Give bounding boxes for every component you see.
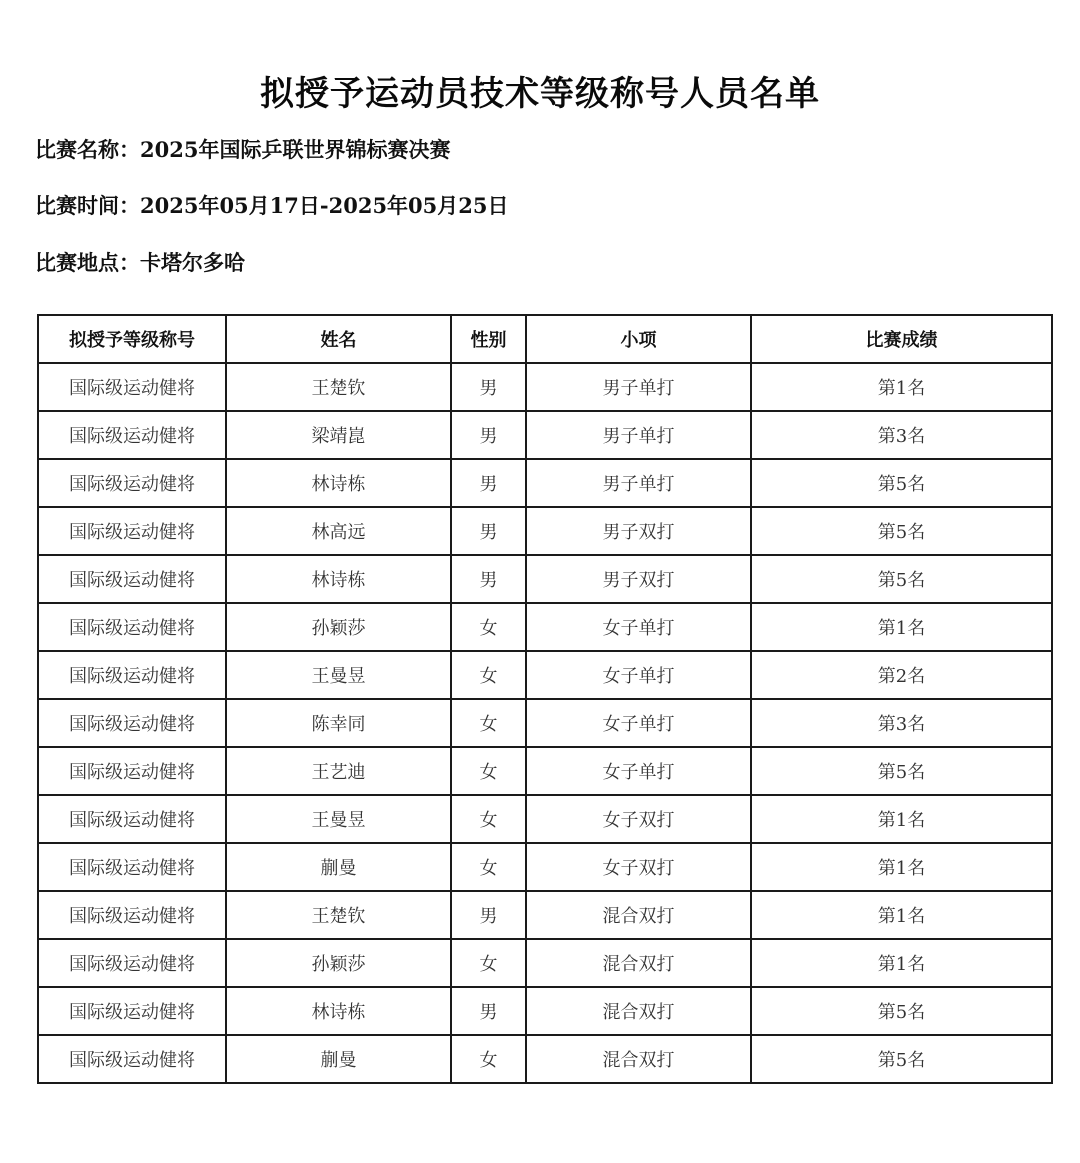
cell-grade-title: 国际级运动健将 (38, 1035, 226, 1083)
cell-event: 男子双打 (526, 555, 751, 603)
cell-grade-title: 国际级运动健将 (38, 363, 226, 411)
competition-time-value: 2025年05月17日-2025年05月25日 (140, 193, 509, 218)
cell-event: 男子单打 (526, 411, 751, 459)
cell-name: 蒯曼 (226, 1035, 451, 1083)
cell-event: 女子单打 (526, 699, 751, 747)
cell-event: 女子单打 (526, 651, 751, 699)
cell-name: 王艺迪 (226, 747, 451, 795)
cell-grade-title: 国际级运动健将 (38, 555, 226, 603)
header-result: 比赛成绩 (751, 315, 1052, 363)
cell-result: 第1名 (751, 795, 1052, 843)
competition-place-value: 卡塔尔多哈 (140, 250, 245, 275)
page-title: 拟授予运动员技术等级称号人员名单 (260, 74, 820, 114)
table-row (38, 939, 1052, 987)
cell-name: 陈幸同 (226, 699, 451, 747)
cell-result: 第1名 (751, 843, 1052, 891)
table-row (38, 747, 1052, 795)
cell-name: 王楚钦 (226, 363, 451, 411)
header-gender: 性别 (451, 315, 526, 363)
cell-name: 孙颖莎 (226, 939, 451, 987)
cell-name: 林诗栋 (226, 987, 451, 1035)
competition-name-line (35, 134, 450, 164)
cell-result: 第1名 (751, 363, 1052, 411)
cell-event: 女子双打 (526, 795, 751, 843)
cell-event: 女子双打 (526, 843, 751, 891)
cell-grade-title: 国际级运动健将 (38, 795, 226, 843)
cell-result: 第5名 (751, 747, 1052, 795)
table-row (38, 411, 1052, 459)
competition-name-value: 2025年国际乒联世界锦标赛决赛 (140, 137, 451, 162)
cell-grade-title: 国际级运动健将 (38, 939, 226, 987)
cell-event: 混合双打 (526, 939, 751, 987)
table-row (38, 363, 1052, 411)
cell-event: 男子双打 (526, 507, 751, 555)
table-row (38, 891, 1052, 939)
table-row (38, 795, 1052, 843)
cell-name: 王楚钦 (226, 891, 451, 939)
cell-gender: 女 (451, 603, 526, 651)
table-row (38, 651, 1052, 699)
cell-result: 第2名 (751, 651, 1052, 699)
header-name: 姓名 (226, 315, 451, 363)
cell-gender: 女 (451, 699, 526, 747)
cell-grade-title: 国际级运动健将 (38, 747, 226, 795)
cell-name: 林高远 (226, 507, 451, 555)
competition-time-label: 比赛时间： (35, 194, 140, 218)
table-row (38, 843, 1052, 891)
cell-gender: 女 (451, 747, 526, 795)
cell-gender: 男 (451, 555, 526, 603)
table-body (38, 363, 1052, 1083)
cell-gender: 女 (451, 843, 526, 891)
cell-result: 第5名 (751, 987, 1052, 1035)
table-row (38, 507, 1052, 555)
table-row (38, 1035, 1052, 1083)
cell-name: 林诗栋 (226, 555, 451, 603)
cell-event: 混合双打 (526, 1035, 751, 1083)
table-row (38, 603, 1052, 651)
cell-event: 女子单打 (526, 747, 751, 795)
table-row (38, 459, 1052, 507)
cell-grade-title: 国际级运动健将 (38, 843, 226, 891)
cell-result: 第5名 (751, 555, 1052, 603)
cell-result: 第1名 (751, 603, 1052, 651)
cell-gender: 女 (451, 1035, 526, 1083)
cell-grade-title: 国际级运动健将 (38, 411, 226, 459)
cell-event: 男子单打 (526, 363, 751, 411)
header-event: 小项 (526, 315, 751, 363)
cell-grade-title: 国际级运动健将 (38, 651, 226, 699)
competition-time-line (35, 190, 509, 220)
cell-gender: 女 (451, 939, 526, 987)
cell-event: 男子单打 (526, 459, 751, 507)
cell-gender: 男 (451, 363, 526, 411)
cell-name: 梁靖崑 (226, 411, 451, 459)
cell-grade-title: 国际级运动健将 (38, 699, 226, 747)
table-header-row (38, 315, 1052, 363)
athlete-roster-table (37, 314, 1053, 1084)
competition-name-label: 比赛名称： (35, 138, 140, 162)
cell-name: 林诗栋 (226, 459, 451, 507)
table-row (38, 987, 1052, 1035)
cell-grade-title: 国际级运动健将 (38, 987, 226, 1035)
cell-result: 第1名 (751, 891, 1052, 939)
cell-event: 混合双打 (526, 987, 751, 1035)
cell-gender: 女 (451, 651, 526, 699)
cell-result: 第1名 (751, 939, 1052, 987)
cell-grade-title: 国际级运动健将 (38, 459, 226, 507)
cell-result: 第3名 (751, 699, 1052, 747)
cell-gender: 女 (451, 795, 526, 843)
cell-gender: 男 (451, 507, 526, 555)
cell-grade-title: 国际级运动健将 (38, 603, 226, 651)
competition-place-line (35, 247, 245, 277)
header-grade-title: 拟授予等级称号 (38, 315, 226, 363)
cell-name: 蒯曼 (226, 843, 451, 891)
cell-result: 第5名 (751, 1035, 1052, 1083)
cell-gender: 男 (451, 459, 526, 507)
cell-event: 混合双打 (526, 891, 751, 939)
competition-place-label: 比赛地点： (35, 251, 140, 275)
cell-grade-title: 国际级运动健将 (38, 891, 226, 939)
cell-gender: 男 (451, 891, 526, 939)
cell-gender: 男 (451, 987, 526, 1035)
table-row (38, 555, 1052, 603)
cell-name: 王曼昱 (226, 795, 451, 843)
table-row (38, 699, 1052, 747)
cell-result: 第5名 (751, 507, 1052, 555)
cell-name: 王曼昱 (226, 651, 451, 699)
cell-name: 孙颖莎 (226, 603, 451, 651)
cell-grade-title: 国际级运动健将 (38, 507, 226, 555)
cell-event: 女子单打 (526, 603, 751, 651)
cell-result: 第5名 (751, 459, 1052, 507)
cell-result: 第3名 (751, 411, 1052, 459)
cell-gender: 男 (451, 411, 526, 459)
